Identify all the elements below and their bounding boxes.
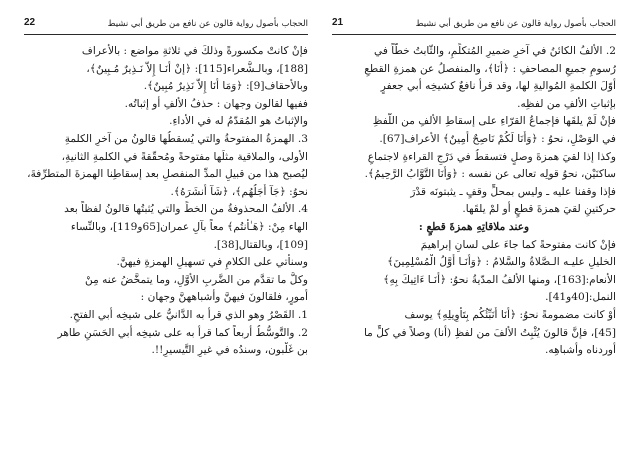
- text-line: 4. الألفُ المحذوفةُ من الخطِّ والتي يُثبتُها قالونُ لفظاً بعد: [64, 203, 308, 216]
- text-line: بن غَلْبون، وسندُه في غيرِ التَّيسيرِ!!.: [151, 344, 308, 357]
- text-line: وكذا إذا لقيَ همزةَ وصلٍ فتسقطُ في دَرْجِ القراءةِ لاجتماعِ: [367, 150, 616, 163]
- text-line: ليُصبح هذا من قبيلِ المدِّ المنفصلِ بعد إسقاطِنا الهمزةَ المتطرِّفةَ،: [27, 168, 308, 181]
- text-line: [45]، فإنَّ قالونَ يُثْبِتُ الألفَ من لفظِ (أنا) وصلاً في كلٍّ ما: [363, 326, 616, 339]
- text-line: رُسومِ جميعِ المصاحفِ : ﴿أَنَا﴾، والمنفصلُ عن همزةِ القطعِ: [364, 62, 616, 75]
- text-line: حركتينِ لقيَ همزةَ قطعٍ أو لمْ يلقَها.: [462, 203, 616, 216]
- text-line: وبالأحقاف[9]: ﴿وَمَا أَنَا إِلاَّ نَذِيرٌ مُبِينٌ﴾.: [143, 80, 308, 93]
- right-page-header: [332, 14, 616, 35]
- text-line: والإثباتُ هو المُقدّمُ له في الأداءِ.: [169, 115, 308, 128]
- text-line: فإذا وقفنا عليه ـ وليس بمحلٍّ وقفٍ ـ يثبتونَه قدْرَ: [410, 185, 616, 198]
- running-title: الحجاب بأصول رواية قالون عن نافع من طريق أبي نشيط: [107, 19, 308, 29]
- right-page-body: [332, 35, 616, 360]
- text-line: الأنعام:[163]، ومنها الألفُ المدّيةُ نحوُ: ﴿أَنَـا ءَاتِيكَ بِهِ﴾: [383, 273, 616, 286]
- text-line: وسنأتي على الكلامِ في تسهيلِ الهمزةِ فيهنَّ.: [116, 256, 308, 269]
- section-heading: وعند ملاقاتِهِ همزةَ قطعٍ :: [418, 220, 530, 233]
- page-number: 21: [332, 17, 344, 28]
- left-page-header: [24, 14, 308, 35]
- text-line: [188]، وبالـشُّعراء[115]: ﴿إنْ أَنَـا إِلاَّ نَـذِيرٌ مُـبِينٌ﴾،: [86, 62, 308, 75]
- text-line: 2. والتَّوسُّطُ أربعاً كما قرأ به على شيخِه أبي الحَسَنِ طاهر: [57, 326, 308, 339]
- text-line: النمل:[40و41].: [545, 291, 616, 304]
- left-page-body: [24, 35, 308, 360]
- text-line: فإنْ لَمْ يلقَها فإجماعُ القرّاءِ على إسقاطِ الألفِ من اللَّفظِ: [372, 115, 616, 128]
- text-line: فإنْ كانت مفتوحةً كما جاءَ على لسانِ إبراهيمَ: [420, 238, 616, 251]
- text-line: بإثباتِ الألفِ من لفظِه.: [517, 97, 616, 110]
- text-line: 3. الهمزةُ المفتوحةُ والتي يُسقطُها قالونُ من آخرِ الكلمةِ: [64, 132, 308, 145]
- text-line: وكلُّ ما تقدَّم من الضَّربِ الأوَّلِ، وما يتمخَّضُ عنه مِنْ: [85, 273, 308, 286]
- text-line: أوْ كانت مضمومةً نحوُ: ﴿أَنَا أُنَبِّئُكُم بِتَأْوِيلِهِ﴾ يوسف: [404, 308, 616, 321]
- running-title: الحجاب بأصول رواية قالون عن نافع من طريق أبي نشيط: [415, 19, 616, 29]
- text-line: الهاء مِنْ: ﴿هَـٰأَنتُم﴾ معاً بآلِ عمران[65و119]، وبالنِّساء: [70, 220, 308, 233]
- page-number: 22: [24, 17, 36, 28]
- text-line: نحوُ: ﴿جَآ أَجَلُهُم﴾، ﴿شَآ أَنشَرَهُ﴾.: [170, 185, 308, 198]
- text-line: في الوَصْلِ، نحوُ : ﴿وَأَنَا لَكُمْ نَاصِحٌ أَمِينٌ﴾ الأعراف[67].: [379, 132, 616, 145]
- text-line: فإنْ كانتْ مكسورةً وذلكَ في ثلاثةِ مواضع : بالأعراف: [81, 45, 308, 57]
- text-line: أُمورٍ، فلقالونَ فيهنَّ وأشباههنَّ وجهان :: [140, 291, 308, 304]
- right-page: [332, 14, 616, 439]
- text-line: أوردناه وأشباهِه.: [545, 344, 616, 357]
- text-line: ساكنَيْن، نحوُ قولِه تعالى عن نفسه : ﴿وَأَنَا التَّوَّابُ الرَّحِيمُ﴾.: [364, 168, 616, 181]
- left-page: [24, 14, 308, 439]
- text-line: الخليلِ عليـه الـصَّلاةُ والسَّلامُ : ﴿وَأَنَـا أَوَّلُ الْمُسْلِمِينَ﴾: [387, 256, 616, 269]
- text-line: 1. القَصْرُ وهو الذي قرأ به الدَّانيُّ على شيخِه أبي الفتحِ.: [69, 308, 308, 321]
- text-line: ففيها لقالون وجهان : حذفُ الألفِ أو إثباتُه.: [124, 97, 308, 110]
- text-line: 2. الألفُ الكائنُ في آخرِ ضميرِ المُتكلِّمِ، والثّابتُ خطّاً في: [373, 45, 616, 57]
- text-line: [109]، وبالقتال[38].: [213, 238, 308, 251]
- text-line: الأولى، والملاقية مثلَها مفتوحةً ومُحقّقةً في الكلمةِ الثانيةِ،: [61, 150, 308, 163]
- text-line: أوّلَ الكلمةِ المُواليةِ لها، وقد قرأ نافعٌ كشيخِه أبي جعفرٍ: [380, 80, 616, 93]
